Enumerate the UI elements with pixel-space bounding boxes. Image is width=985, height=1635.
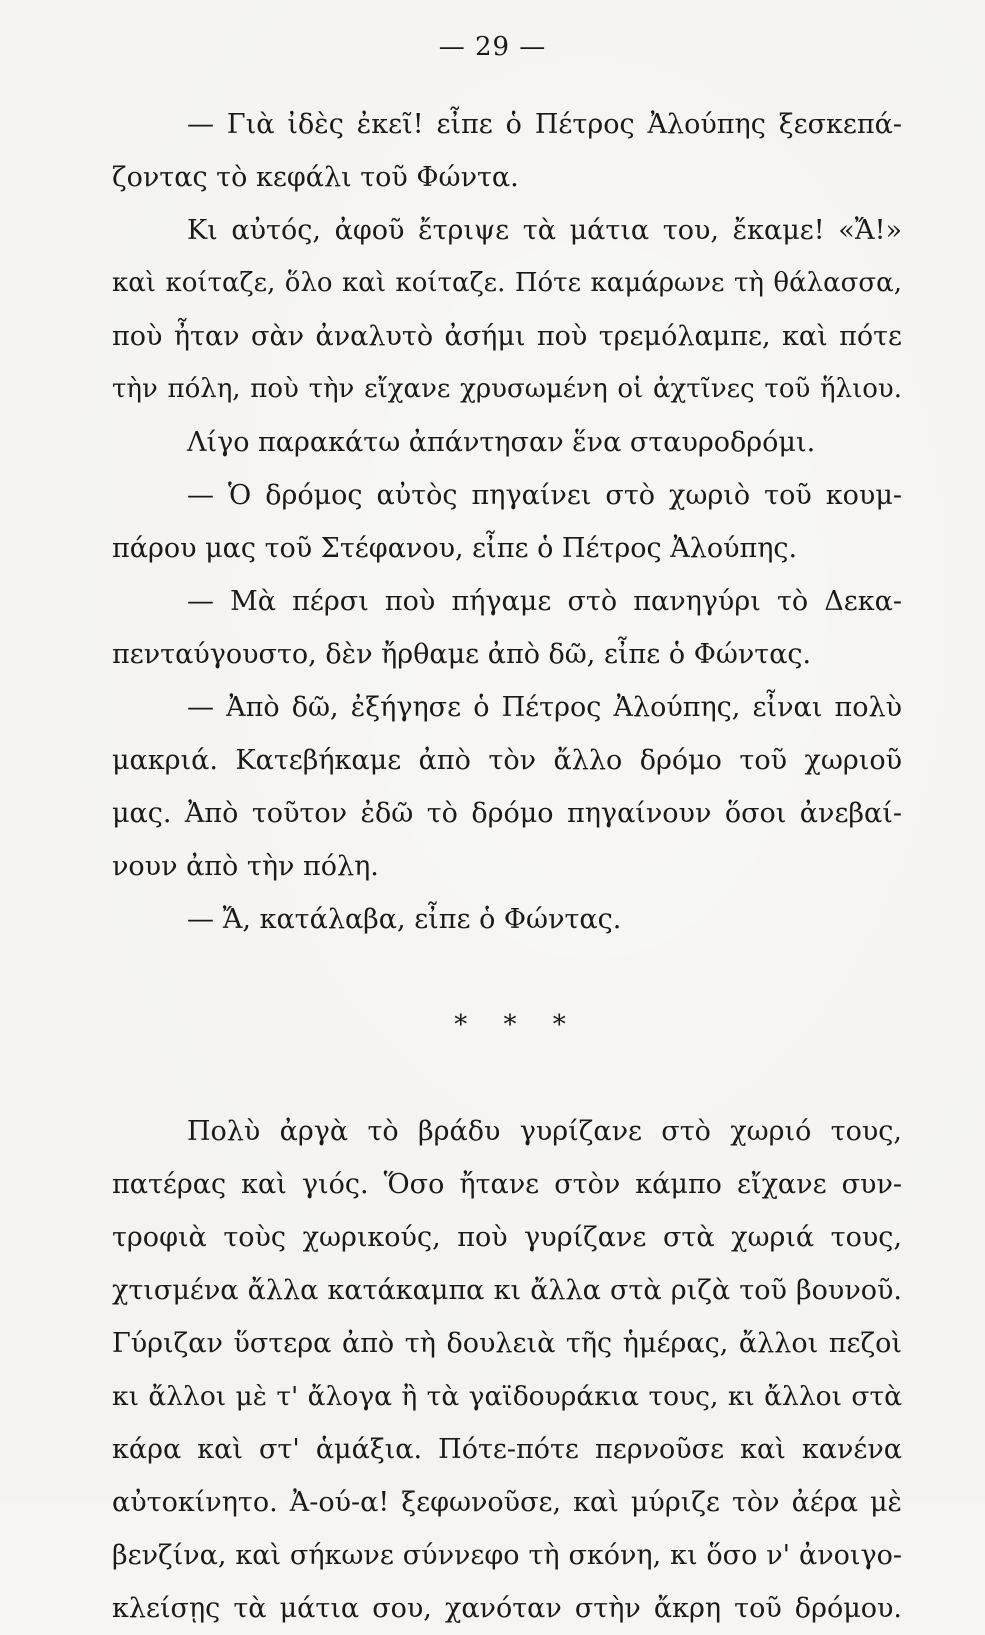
text-line: αὐτοκίνητο. Ἀ-ού-α! ξεφωνοῦσε, καὶ μύριζε τὸν ἀέρα μὲ xyxy=(112,1487,902,1518)
text-line: κλείσῃς τὰ μάτια σου, χανόταν στὴν ἄκρη τοῦ δρόμου. xyxy=(112,1593,902,1624)
text-line: βενζίνα, καὶ σήκωνε σύννεφο τὴ σκόνη, κι ὅσο ν' ἀνοιγο- xyxy=(112,1540,902,1571)
text-line: Γύριζαν ὕστερα ἀπὸ τὴ δουλειὰ τῆς ἡμέρας, ἄλλοι πεζοὶ xyxy=(112,1328,902,1359)
section-separator: * * * xyxy=(454,1010,580,1040)
text-line: πάρου μας τοῦ Στέφανου, εἶπε ὁ Πέτρος Ἀλούπης. xyxy=(112,533,798,564)
text-line: ποὺ ἦταν σὰν ἀναλυτὸ ἀσήμι ποὺ τρεμόλαμπε, καὶ πότε xyxy=(112,321,902,352)
text-line: κάρα καὶ στ' ἁμάξια. Πότε-πότε περνοῦσε καὶ κανένα xyxy=(112,1434,902,1465)
text-line: — Γιὰ ἰδὲς ἐκεῖ! εἶπε ὁ Πέτρος Ἀλούπης ξεσκεπά- xyxy=(187,109,902,140)
text-line: Λίγο παρακάτω ἀπάντησαν ἕνα σταυροδρόμι. xyxy=(187,427,816,458)
text-line: πατέρας καὶ γιός. Ὅσο ἤτανε στὸν κάμπο εἴχανε συν- xyxy=(112,1169,902,1200)
text-line: μας. Ἀπὸ τοῦτον ἐδῶ τὸ δρόμο πηγαίνουν ὅσοι ἀνεβαί- xyxy=(112,798,902,829)
text-line: τὴν πόλη, ποὺ τὴν εἴχανε χρυσωμένη οἱ ἀχτῖνες τοῦ ἥλιου. xyxy=(112,374,902,404)
text-line: Πολὺ ἀργὰ τὸ βράδυ γυρίζανε στὸ χωριό τους, xyxy=(187,1116,902,1147)
text-line: μακριά. Κατεβήκαμε ἀπὸ τὸν ἄλλο δρόμο τοῦ χωριοῦ xyxy=(112,745,902,776)
text-line: χτισμένα ἄλλα κατάκαμπα κι ἄλλα στὰ ριζὰ τοῦ βουνοῦ. xyxy=(112,1275,902,1306)
text-line: Κι αὐτός, ἀφοῦ ἔτριψε τὰ μάτια του, ἔκαμε! «Ἄ!» xyxy=(187,215,902,246)
text-line: — Ἄ, κατάλαβα, εἶπε ὁ Φώντας. xyxy=(187,904,622,935)
section-gap xyxy=(112,946,902,999)
text-line: καὶ κοίταζε, ὅλο καὶ κοίταζε. Πότε καμάρωνε τὴ θάλασσα, xyxy=(112,268,902,298)
text-line: — Ὁ δρόμος αὐτὸς πηγαίνει στὸ χωριὸ τοῦ κουμ- xyxy=(187,480,902,511)
text-line: ζοντας τὸ κεφάλι τοῦ Φώντα. xyxy=(112,162,519,193)
text-line: κι ἄλλοι μὲ τ' ἄλογα ἢ τὰ γαϊδουράκια τους, κι ἄλλοι στὰ xyxy=(112,1381,902,1412)
text-line: — Ἀπὸ δῶ, ἐξήγησε ὁ Πέτρος Ἀλούπης, εἶναι πολὺ xyxy=(187,692,902,723)
text-line: πενταύγουστο, δὲν ἤρθαμε ἀπὸ δῶ, εἶπε ὁ Φώντας. xyxy=(112,639,812,670)
text-line: νουν ἀπὸ τὴν πόλη. xyxy=(112,851,379,882)
text-body xyxy=(112,98,902,1635)
text-line: τροφιὰ τοὺς χωρικούς, ποὺ γυρίζανε στὰ χωριά τους, xyxy=(112,1222,902,1253)
section-gap xyxy=(112,1052,902,1105)
page-number: — 29 — xyxy=(438,32,547,62)
text-line: — Μὰ πέρσι ποὺ πήγαμε στὸ πανηγύρι τὸ Δεκα- xyxy=(187,586,902,617)
